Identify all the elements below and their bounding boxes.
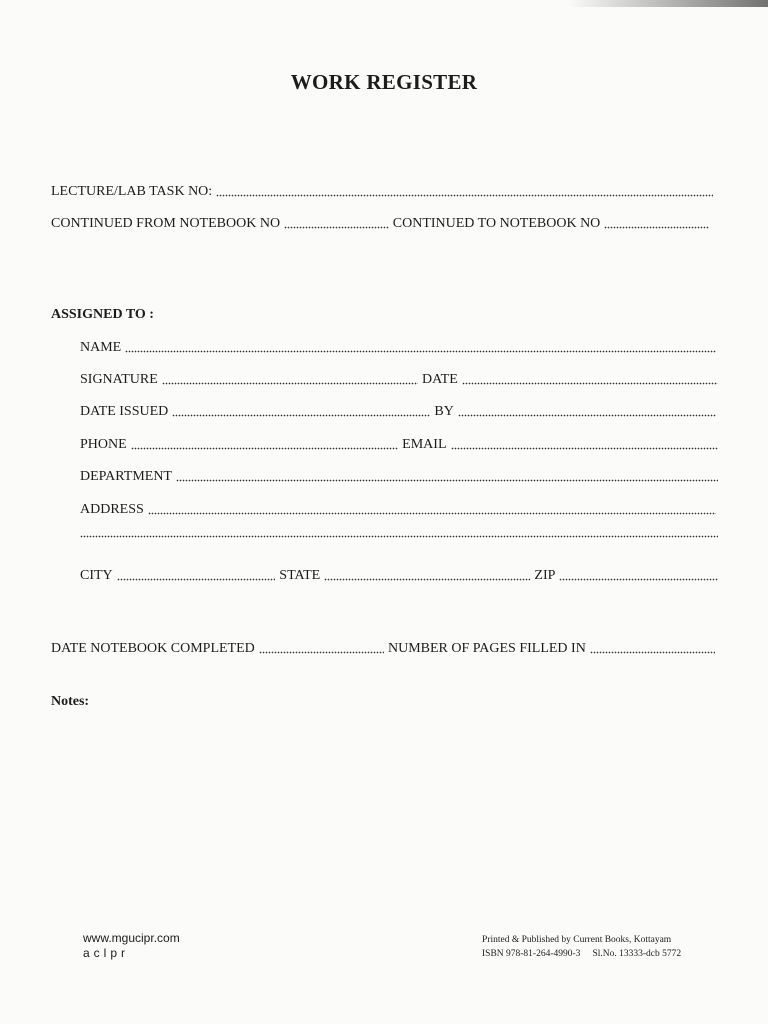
task-no-row xyxy=(51,184,717,200)
name-row xyxy=(80,340,720,356)
date-issued-label: DATE ISSUED xyxy=(80,404,169,419)
address-continuation-row xyxy=(80,535,722,541)
date-completed-label: DATE NOTEBOOK COMPLETED xyxy=(51,641,255,656)
address-row xyxy=(80,502,720,518)
continued-to-field[interactable] xyxy=(604,226,709,229)
by-label: BY xyxy=(434,404,454,419)
signature-field[interactable] xyxy=(162,382,418,385)
email-label: EMAIL xyxy=(402,437,447,452)
city-label: CITY xyxy=(80,568,113,583)
brand-text: aclpr xyxy=(83,946,130,960)
name-field[interactable] xyxy=(125,350,716,353)
phone-row xyxy=(80,437,722,453)
city-row xyxy=(80,568,722,584)
city-field[interactable] xyxy=(117,578,276,581)
signature-row xyxy=(80,372,722,388)
continued-from-field[interactable] xyxy=(284,226,389,229)
scan-edge-shadow xyxy=(568,0,768,7)
date-issued-row xyxy=(80,404,720,420)
page-title: WORK REGISTER xyxy=(290,70,478,94)
by-field[interactable] xyxy=(458,414,716,417)
email-field[interactable] xyxy=(451,447,719,450)
isbn-text: ISBN 978-81-264-4990-3 xyxy=(482,949,581,959)
zip-label: ZIP xyxy=(534,568,556,583)
phone-label: PHONE xyxy=(80,437,127,452)
continued-from-label: CONTINUED FROM NOTEBOOK NO xyxy=(51,216,281,231)
notes-label: Notes: xyxy=(51,694,90,709)
department-label: DEPARTMENT xyxy=(80,469,172,484)
continued-row xyxy=(51,216,713,232)
address-line-2-field[interactable] xyxy=(80,535,718,538)
date-completed-field[interactable] xyxy=(259,651,384,654)
continued-to-label: CONTINUED TO NOTEBOOK NO xyxy=(392,216,601,231)
department-field[interactable] xyxy=(176,479,718,482)
state-label: STATE xyxy=(279,568,321,583)
pages-filled-label: NUMBER OF PAGES FILLED IN xyxy=(387,641,586,656)
date-issued-field[interactable] xyxy=(172,414,430,417)
address-field[interactable] xyxy=(148,512,716,515)
state-field[interactable] xyxy=(324,578,530,581)
task-no-label: LECTURE/LAB TASK NO: xyxy=(51,184,213,199)
zip-field[interactable] xyxy=(559,578,718,581)
address-label: ADDRESS xyxy=(80,502,144,517)
serial-text: Sl.No. 13333-dcb 5772 xyxy=(592,949,682,959)
footer-right xyxy=(482,933,681,961)
task-no-field[interactable] xyxy=(216,194,713,197)
isbn-serial-line xyxy=(482,947,681,961)
website-text: www.mgucipr.com xyxy=(83,931,180,945)
date-field[interactable] xyxy=(462,382,718,385)
department-row xyxy=(80,469,722,485)
name-label: NAME xyxy=(80,340,122,355)
publisher-text: Printed & Published by Current Books, Kottayam xyxy=(482,935,672,945)
footer-left xyxy=(83,931,180,961)
date-label: DATE xyxy=(422,372,458,387)
phone-field[interactable] xyxy=(131,447,399,450)
assigned-to-heading: ASSIGNED TO : xyxy=(51,307,154,322)
pages-filled-field[interactable] xyxy=(590,651,715,654)
completion-row xyxy=(51,641,719,657)
signature-label: SIGNATURE xyxy=(80,372,158,387)
